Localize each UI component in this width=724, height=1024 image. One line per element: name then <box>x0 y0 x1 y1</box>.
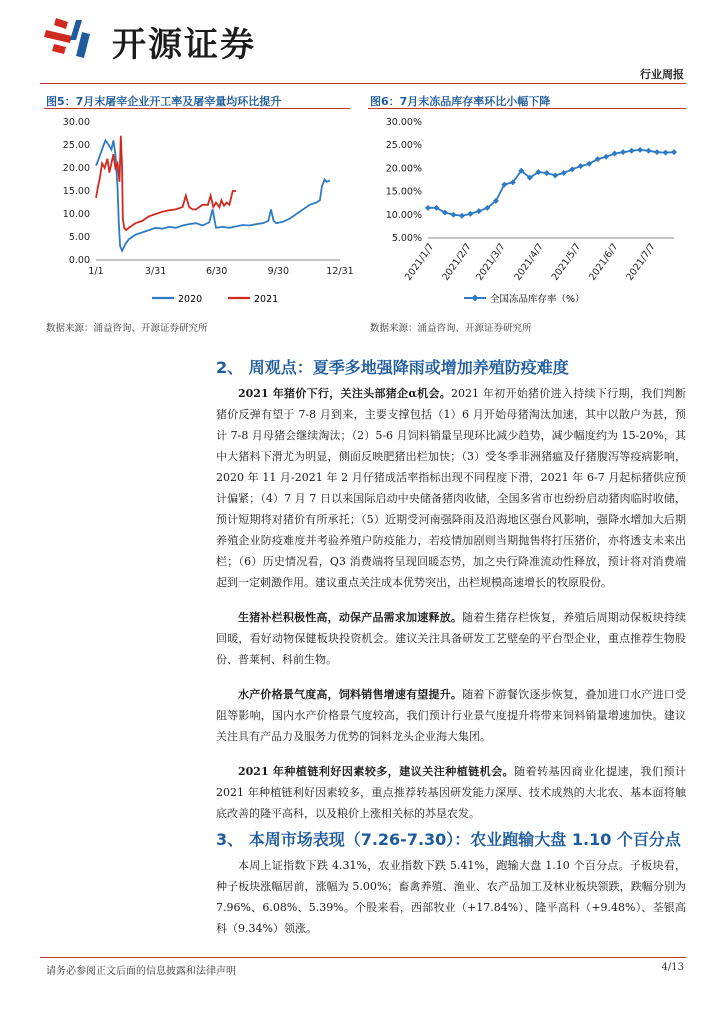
paragraph-pig-price-lead: 2021 年猪价下行，关注头部猪企α机会。 <box>238 387 452 400</box>
paragraph-animal-health-lead: 生猪补栏积极性高，动保产品需求加速释放。 <box>238 611 463 624</box>
chart2-data-point <box>620 149 626 155</box>
chart2-y-tick-label: 30.00% <box>385 117 422 128</box>
page-number: 4/13 <box>661 962 684 973</box>
paragraph-aquatic-lead: 水产价格景气度高，饲料销售增速有望提升。 <box>238 688 463 701</box>
paragraph-pig-price-text: 2021 年初开始猪价进入持续下行期，我们判断猪价反弹有望于 7-8 月到来，主要支撑包括（1）6 月开始母猪淘汰加速，其中以散户为甚，预计 7-8 月母猪会继续淘汰；（2）5-6 月饲料销量呈现环比减少趋势，减少幅度约为 15-20%，其中大猪料下滑尤为明显，侧面反映肥猪出栏加快；（3）受冬季非洲猪瘟及仔猪腹泻等疫病影响，2020 年 11 月-2021 年 2 月仔猪成活率指标出现不同程度下滑，2021 年 6-7 月起标猪供应预计偏紧；（4）7 月 7 日以来国际启动中央储备猪肉收储，全国多省市也纷纷启动猪肉临时收储，预计短期将对猪价有所承托；（5）近期受河南强降雨及沿海地区强台风影响，强降水增加大后期养殖企业防疫难度并考验养殖户防疫能力，若疫情加剧则当期抛售将打压猪价，亦将透支未来出栏；（6）历史情况看，Q3 消费端将呈现回暖态势，加之央行降准流动性释放，预计将对消费端起到一定刺激作用。建议重点关注成本优势突出，出栏规模高速增长的牧原股份。 <box>216 387 686 589</box>
paragraph-animal-health-text: 随着生猪存栏恢复，养殖后周期动保板块持续回暖，看好动物保健板块投资机会。建议关注具备研发工艺壁垒的平台型企业，重点推荐生物股份、普莱柯、科前生物。 <box>216 611 687 666</box>
paragraph-planting-lead: 2021 年种植链利好因素较多，建议关注种植链机会。 <box>238 765 515 778</box>
chart2-data-point <box>450 212 456 218</box>
chart2-legend-label: 全国冻品库存率（%） <box>490 294 585 305</box>
chart2-data-point <box>425 205 431 211</box>
section2-title: 2、 周观点：夏季多地强降雨或增加养殖防疫难度 <box>216 358 569 377</box>
paragraph-aquatic <box>216 684 686 747</box>
section3-title: 3、 本周市场表现（7.26-7.30）：农业跑输大盘 1.10 个百分点 <box>216 830 681 849</box>
chart1-y-tick-label: 0.00 <box>68 255 90 266</box>
chart1-y-tick-label: 10.00 <box>62 209 90 220</box>
figure6-title: 图6：7月末冻品库存率环比小幅下降 <box>370 95 551 108</box>
figure5-rule <box>44 108 350 109</box>
figure5-title: 图5：7月末屠宰企业开工率及屠宰量均环比提升 <box>46 95 282 108</box>
chart2-x-tick-label: 2021/4/7 <box>512 241 546 283</box>
chart1-x-tick-label: 3/31 <box>144 266 167 277</box>
chart2-data-point <box>629 148 635 154</box>
chart1-x-tick-label: 12/31 <box>326 266 354 277</box>
footer-disclaimer: 请务必参阅正文后面的信息披露和法律声明 <box>46 966 236 977</box>
chart2-y-tick-label: 5.00% <box>391 233 422 244</box>
chart2-data-point <box>646 148 652 154</box>
chart2-data-point <box>612 151 618 157</box>
chart1-legend-label: 2020 <box>178 294 203 305</box>
paragraph-market: 本周上证指数下跌 4.31%，农业指数下跌 5.41%，跑输大盘 1.10 个百分点。子板块看，种子板块涨幅居前，涨幅为 5.00%；畜禽养殖、渔业、农产品加工及林业板块领跌，跌幅分别为 7.96%、6.08%、5.39%。个股来看，西部牧业（+17.84%）、隆平高科（+9.48%）、荃银高科（9.34%）领涨。 <box>216 859 686 935</box>
chart1-x-tick-label: 9/30 <box>267 266 290 277</box>
chart1-y-tick-label: 5.00 <box>68 232 90 243</box>
chart2-data-point <box>569 166 575 172</box>
chart1-y-tick-label: 20.00 <box>62 163 90 174</box>
chart2-x-tick-label: 2021/3/7 <box>474 241 508 283</box>
chart1-series-2020 <box>96 140 330 250</box>
logo-mark-icon <box>42 14 104 62</box>
chart2-data-point <box>467 211 473 217</box>
chart2-data-point <box>637 147 643 153</box>
figure6-chart <box>368 112 686 312</box>
chart2-data-point <box>663 150 669 156</box>
chart2-legend-marker <box>472 295 479 302</box>
header-rule <box>40 83 686 84</box>
section3-body <box>216 855 686 939</box>
figure6-rule <box>368 108 686 109</box>
chart2-data-point <box>552 172 558 178</box>
chart2-x-tick-label: 2021/7/7 <box>624 241 658 283</box>
chart1-legend-label: 2021 <box>254 294 279 305</box>
chart2-x-tick-label: 2021/6/7 <box>587 241 621 283</box>
chart2-data-point <box>578 163 584 169</box>
chart2-y-tick-label: 15.00% <box>385 186 422 198</box>
paragraph-animal-health <box>216 607 686 670</box>
chart2-data-point <box>459 213 465 219</box>
chart2-data-point <box>671 149 677 155</box>
chart2-x-tick-label: 2021/1/7 <box>402 241 437 283</box>
chart2-y-tick-label: 20.00% <box>385 163 422 175</box>
chart1-y-tick-label: 30.00 <box>62 117 90 128</box>
chart1-y-tick-label: 25.00 <box>62 140 90 151</box>
chart2-data-point <box>654 149 660 155</box>
chart1-x-tick-label: 1/1 <box>88 266 104 277</box>
figure5-chart <box>44 112 354 312</box>
footer-rule <box>40 957 686 958</box>
brand-name: 开源证券 <box>112 25 256 65</box>
chart2-x-tick-label: 2021/5/7 <box>549 241 584 283</box>
chart2-data-point <box>544 170 550 176</box>
paragraph-planting-text: 随着转基因商业化提速，我们预计 2021 年种植链利好因素较多，重点推荐转基因研发能力深厚、技术成熟的大北农、基本面将触底改善的隆平高科，以及粮价上涨相关标的苏垦农发。 <box>216 765 686 820</box>
company-logo <box>42 14 292 65</box>
figure5-source: 数据来源：涌益咨询、开源证券研究所 <box>46 323 208 334</box>
chart1-x-tick-label: 6/30 <box>205 266 228 277</box>
chart2-series-line <box>428 150 674 216</box>
section2-body <box>216 383 686 824</box>
paragraph-aquatic-text: 随着下游餐饮逐步恢复，叠加进口水产进口受阻等影响，国内水产价格景气度较高，我们预计行业景气度提升将带来饲料销量增速加快。建议关注具有产品力及服务力优势的饲料龙头企业海大集团。 <box>216 688 687 743</box>
chart2-data-point <box>476 208 482 214</box>
paragraph-planting <box>216 761 686 824</box>
paragraph-pig-price <box>216 383 686 593</box>
chart1-y-tick-label: 15.00 <box>62 186 90 197</box>
report-type: 行业周报 <box>640 68 684 81</box>
figure6-source: 数据来源：涌益咨询、开源证券研究所 <box>370 323 532 334</box>
chart2-y-tick-label: 25.00% <box>385 140 422 152</box>
chart2-data-point <box>603 154 609 160</box>
chart2-data-point <box>561 170 567 176</box>
chart2-y-tick-label: 10.00% <box>385 209 422 221</box>
chart2-x-tick-label: 2021/2/7 <box>440 241 474 283</box>
